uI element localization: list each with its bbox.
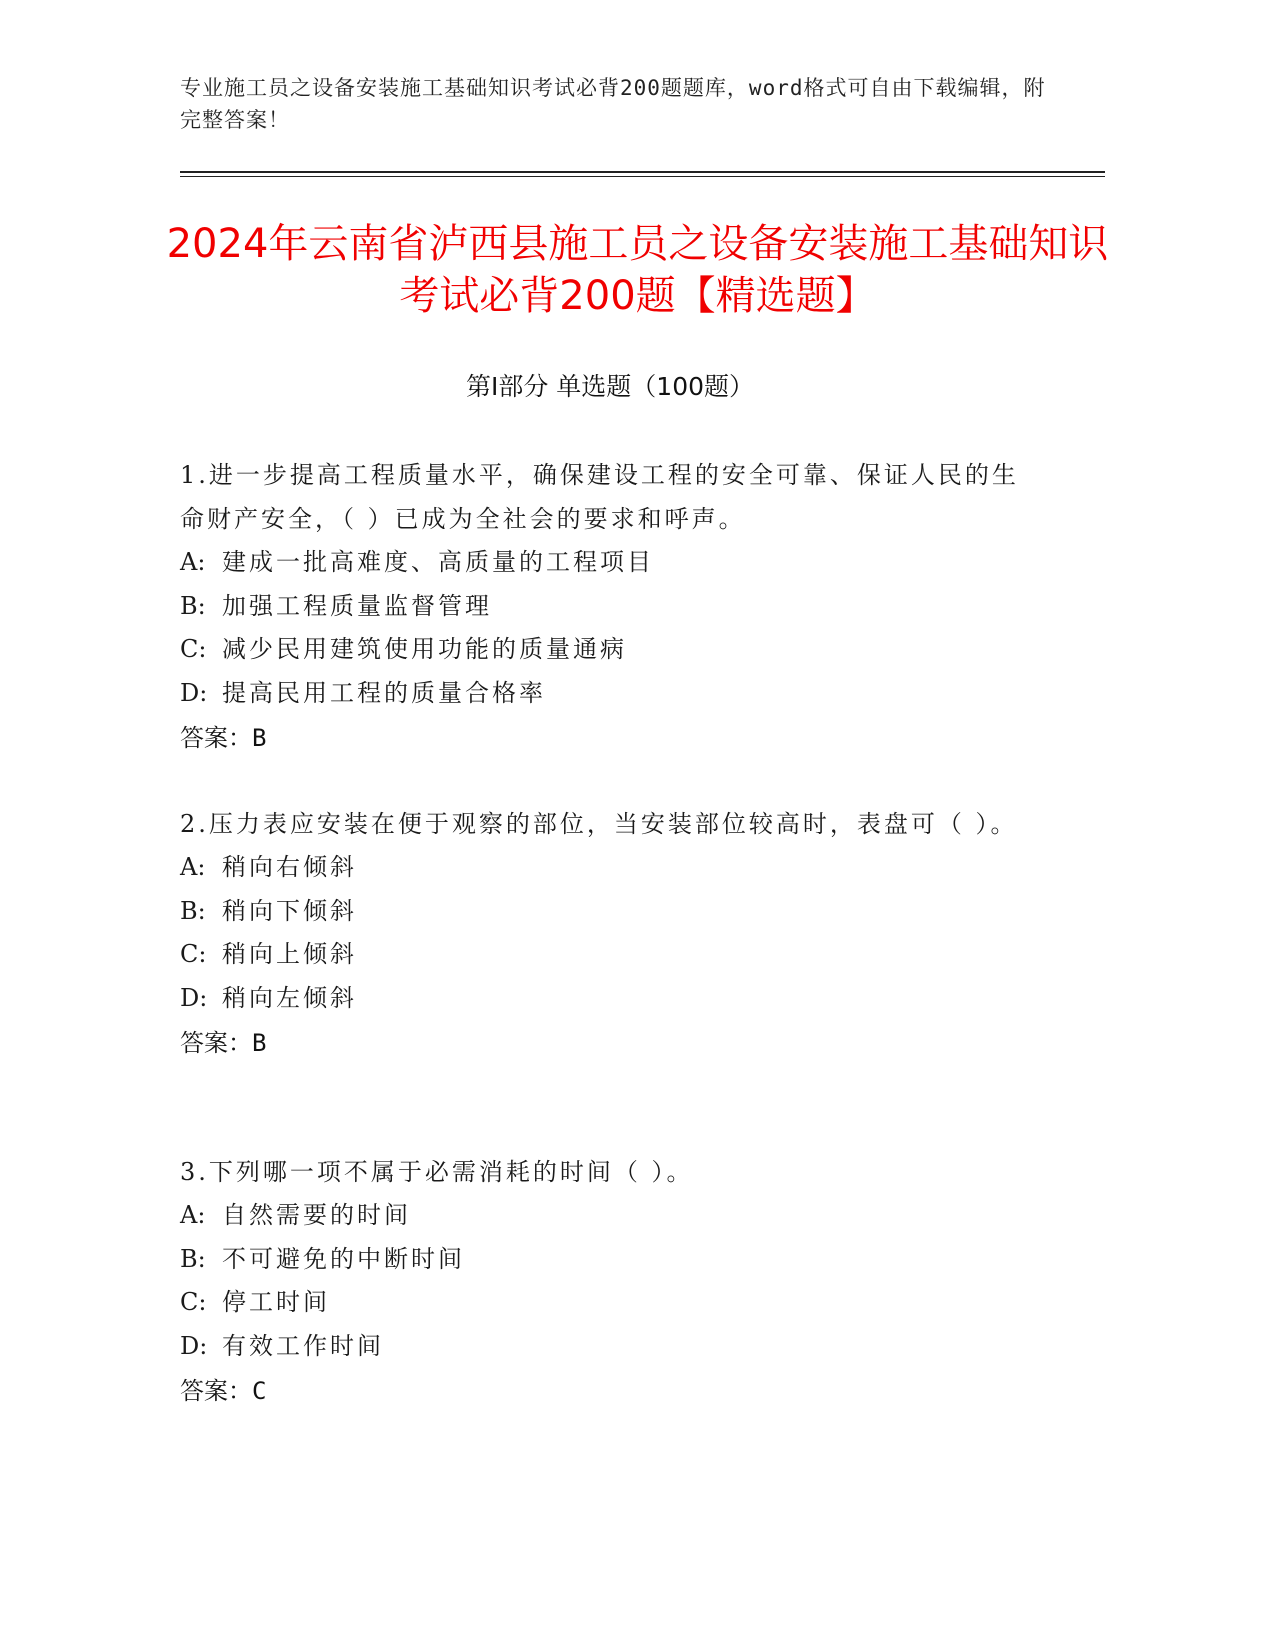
answer-label: 答案： — [180, 723, 252, 752]
header-rule-thin — [180, 176, 1105, 177]
option-key: C: — [180, 635, 207, 664]
option-key: B: — [180, 1244, 206, 1273]
option-key: D: — [180, 984, 208, 1013]
option-text: 停工时间 — [222, 1288, 330, 1317]
answer-label: 答案： — [180, 1028, 252, 1057]
option-d — [180, 977, 1020, 1021]
option-text: 自然需要的时间 — [222, 1201, 411, 1229]
answer-value: C — [252, 1376, 267, 1405]
option-text: 稍向上倾斜 — [222, 940, 357, 969]
option-b — [180, 585, 1020, 629]
option-text: 不可避免的中断时间 — [222, 1244, 465, 1273]
option-key: B: — [180, 591, 206, 620]
answer-value: B — [252, 723, 267, 752]
option-key: C: — [180, 940, 207, 969]
option-text: 加强工程质量监督管理 — [222, 591, 492, 620]
option-text: 稍向左倾斜 — [222, 984, 357, 1013]
option-b — [180, 1238, 1020, 1282]
option-a — [180, 846, 1020, 890]
answer-value: B — [252, 1028, 267, 1057]
option-c — [180, 1281, 1020, 1325]
option-a — [180, 541, 1020, 585]
question-stem: 1.进一步提高工程质量水平，确保建设工程的安全可靠、保证人民的生命财产安全，（ ）已成为全社会的要求和呼声。 — [180, 461, 1019, 533]
option-b — [180, 890, 1020, 934]
answer-line — [180, 1369, 1020, 1413]
option-text: 提高民用工程的质量合格率 — [222, 679, 546, 708]
option-text: 建成一批高难度、高质量的工程项目 — [222, 548, 654, 576]
section-heading: 第I部分 单选题（100题） — [465, 372, 755, 401]
option-c — [180, 628, 1020, 672]
option-key: D: — [180, 679, 208, 708]
option-d — [180, 1325, 1020, 1369]
option-d — [180, 672, 1020, 716]
option-a — [180, 1194, 1020, 1238]
option-key: D: — [180, 1332, 208, 1361]
option-text: 有效工作时间 — [222, 1332, 384, 1361]
option-text: 减少民用建筑使用功能的质量通病 — [222, 635, 627, 664]
question-stem: 2.压力表应安装在便于观察的部位，当安装部位较高时，表盘可（ ）。 — [180, 810, 1018, 838]
question-1 — [180, 453, 1020, 760]
option-text: 稍向右倾斜 — [222, 853, 357, 881]
answer-line — [180, 716, 1020, 760]
document-title: 2024年云南省泸西县施工员之设备安装施工基础知识考试必背200题【精选题】 — [166, 221, 1109, 319]
option-key: C: — [180, 1288, 207, 1317]
option-key: B: — [180, 896, 206, 925]
option-key: A: — [180, 548, 206, 576]
answer-label: 答案： — [180, 1376, 252, 1405]
header-note: 专业施工员之设备安装施工基础知识考试必背200题题库，word格式可自由下载编辑，附完整答案！ — [180, 76, 1046, 132]
option-c — [180, 933, 1020, 977]
question-2 — [180, 802, 1020, 1065]
option-text: 稍向下倾斜 — [222, 896, 357, 925]
option-key: A: — [180, 853, 206, 881]
option-key: A: — [180, 1201, 206, 1229]
answer-line — [180, 1021, 1020, 1065]
question-stem: 3.下列哪一项不属于必需消耗的时间（ ）。 — [180, 1158, 694, 1186]
question-3 — [180, 1150, 1020, 1413]
header-rule-thick — [180, 171, 1105, 173]
